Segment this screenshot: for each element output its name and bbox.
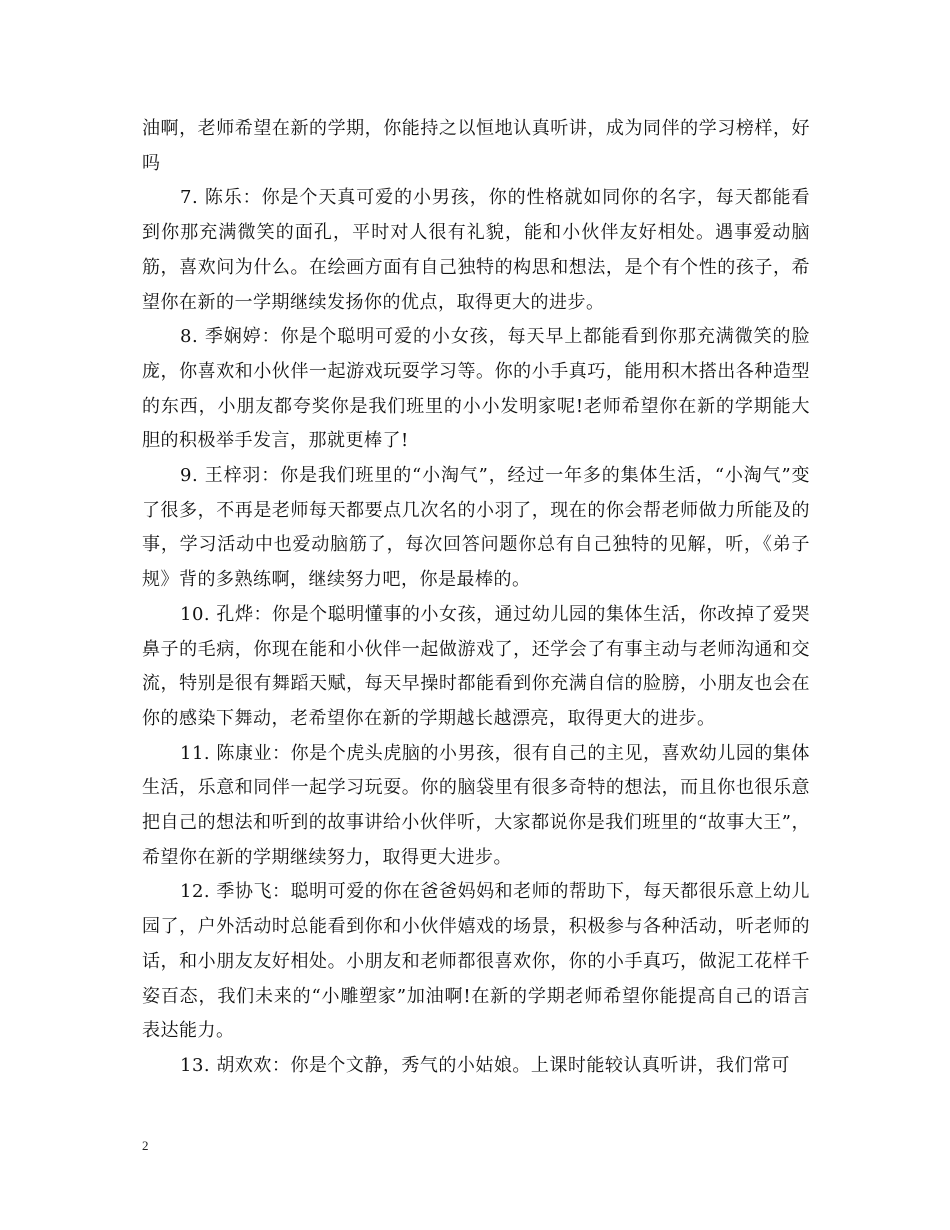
paragraph-item-10: 10. 孔烨：你是个聪明懂事的小女孩，通过幼儿园的集体生活，你改掉了爱哭鼻子的毛病，你现在能和小伙伴一起做游戏了，还学会了有事主动与老师沟通和交流，特别是很有舞蹈天赋，每天早操时都能看到你充满自信的脸膀，小朋友也会在你的感染下舞动，老希望你在新的学期越长越漂亮，取得更大的进步。: [142, 603, 810, 729]
paragraph-item-12: 12. 季协飞：聪明可爱的你在爸爸妈妈和老师的帮助下，每天都很乐意上幼儿园了，户外活动时总能看到你和小伙伴嬉戏的场景，积极参与各种活动，听老师的话，和小朋友友好相处。小朋友和老师都很喜欢你，你的小手真巧，做泥工花样千姿百态，我们未来的“小雕塑家”加油啊!在新的学期老师希望你能提高自己的语言表达能力。: [142, 881, 810, 1042]
paragraph-item-11: 11. 陈康业：你是个虎头虎脑的小男孩，很有自己的主见，喜欢幼儿园的集体生活，乐意和同伴一起学习玩耍。你的脑袋里有很多奇特的想法，而且你也很乐意把自己的想法和听到的故事讲给小伙伴听，大家都说你是我们班里的“故事大王”，希望你在新的学期继续努力，取得更大进步。: [142, 742, 810, 868]
document-body: [142, 112, 810, 1084]
paragraph-item-8: 8. 季娴婷：你是个聪明可爱的小女孩，每天早上都能看到你那充满微笑的脸庞，你喜欢和小伙伴一起游戏玩耍学习等。你的小手真巧，能用积木搭出各种造型的东西，小朋友都夸奖你是我们班里的小小发明家呢!老师希望你在新的学期能大胆的积极举手发言，那就更棒了!: [142, 326, 810, 452]
paragraph-continuation: 油啊，老师希望在新的学期，你能持之以恒地认真听讲，成为同伴的学习榜样，好吗: [142, 118, 810, 174]
page-number: 2: [142, 1138, 149, 1153]
paragraph-item-7: 7. 陈乐：你是个天真可爱的小男孩，你的性格就如同你的名字，每天都能看到你那充满微笑的面孔，平时对人很有礼貌，能和小伙伴友好相处。遇事爱动脑筋，喜欢问为什么。在绘画方面有自己独特的构思和想法，是个有个性的孩子，希望你在新的一学期继续发扬你的优点，取得更大的进步。: [142, 187, 810, 313]
paragraph-item-9: 9. 王梓羽：你是我们班里的“小淘气”，经过一年多的集体生活，“小淘气”变了很多，不再是老师每天都要点几次名的小羽了，现在的你会帮老师做力所能及的事，学习活动中也爱动脑筋了，每次回答问题你总有自己独特的见解，听，《弟子规》背的多熟练啊，继续努力吧，你是最棒的。: [142, 465, 810, 591]
paragraph-item-13: 13. 胡欢欢：你是个文静，秀气的小姑娘。上课时能较认真听讲，我们常可: [180, 1054, 790, 1076]
